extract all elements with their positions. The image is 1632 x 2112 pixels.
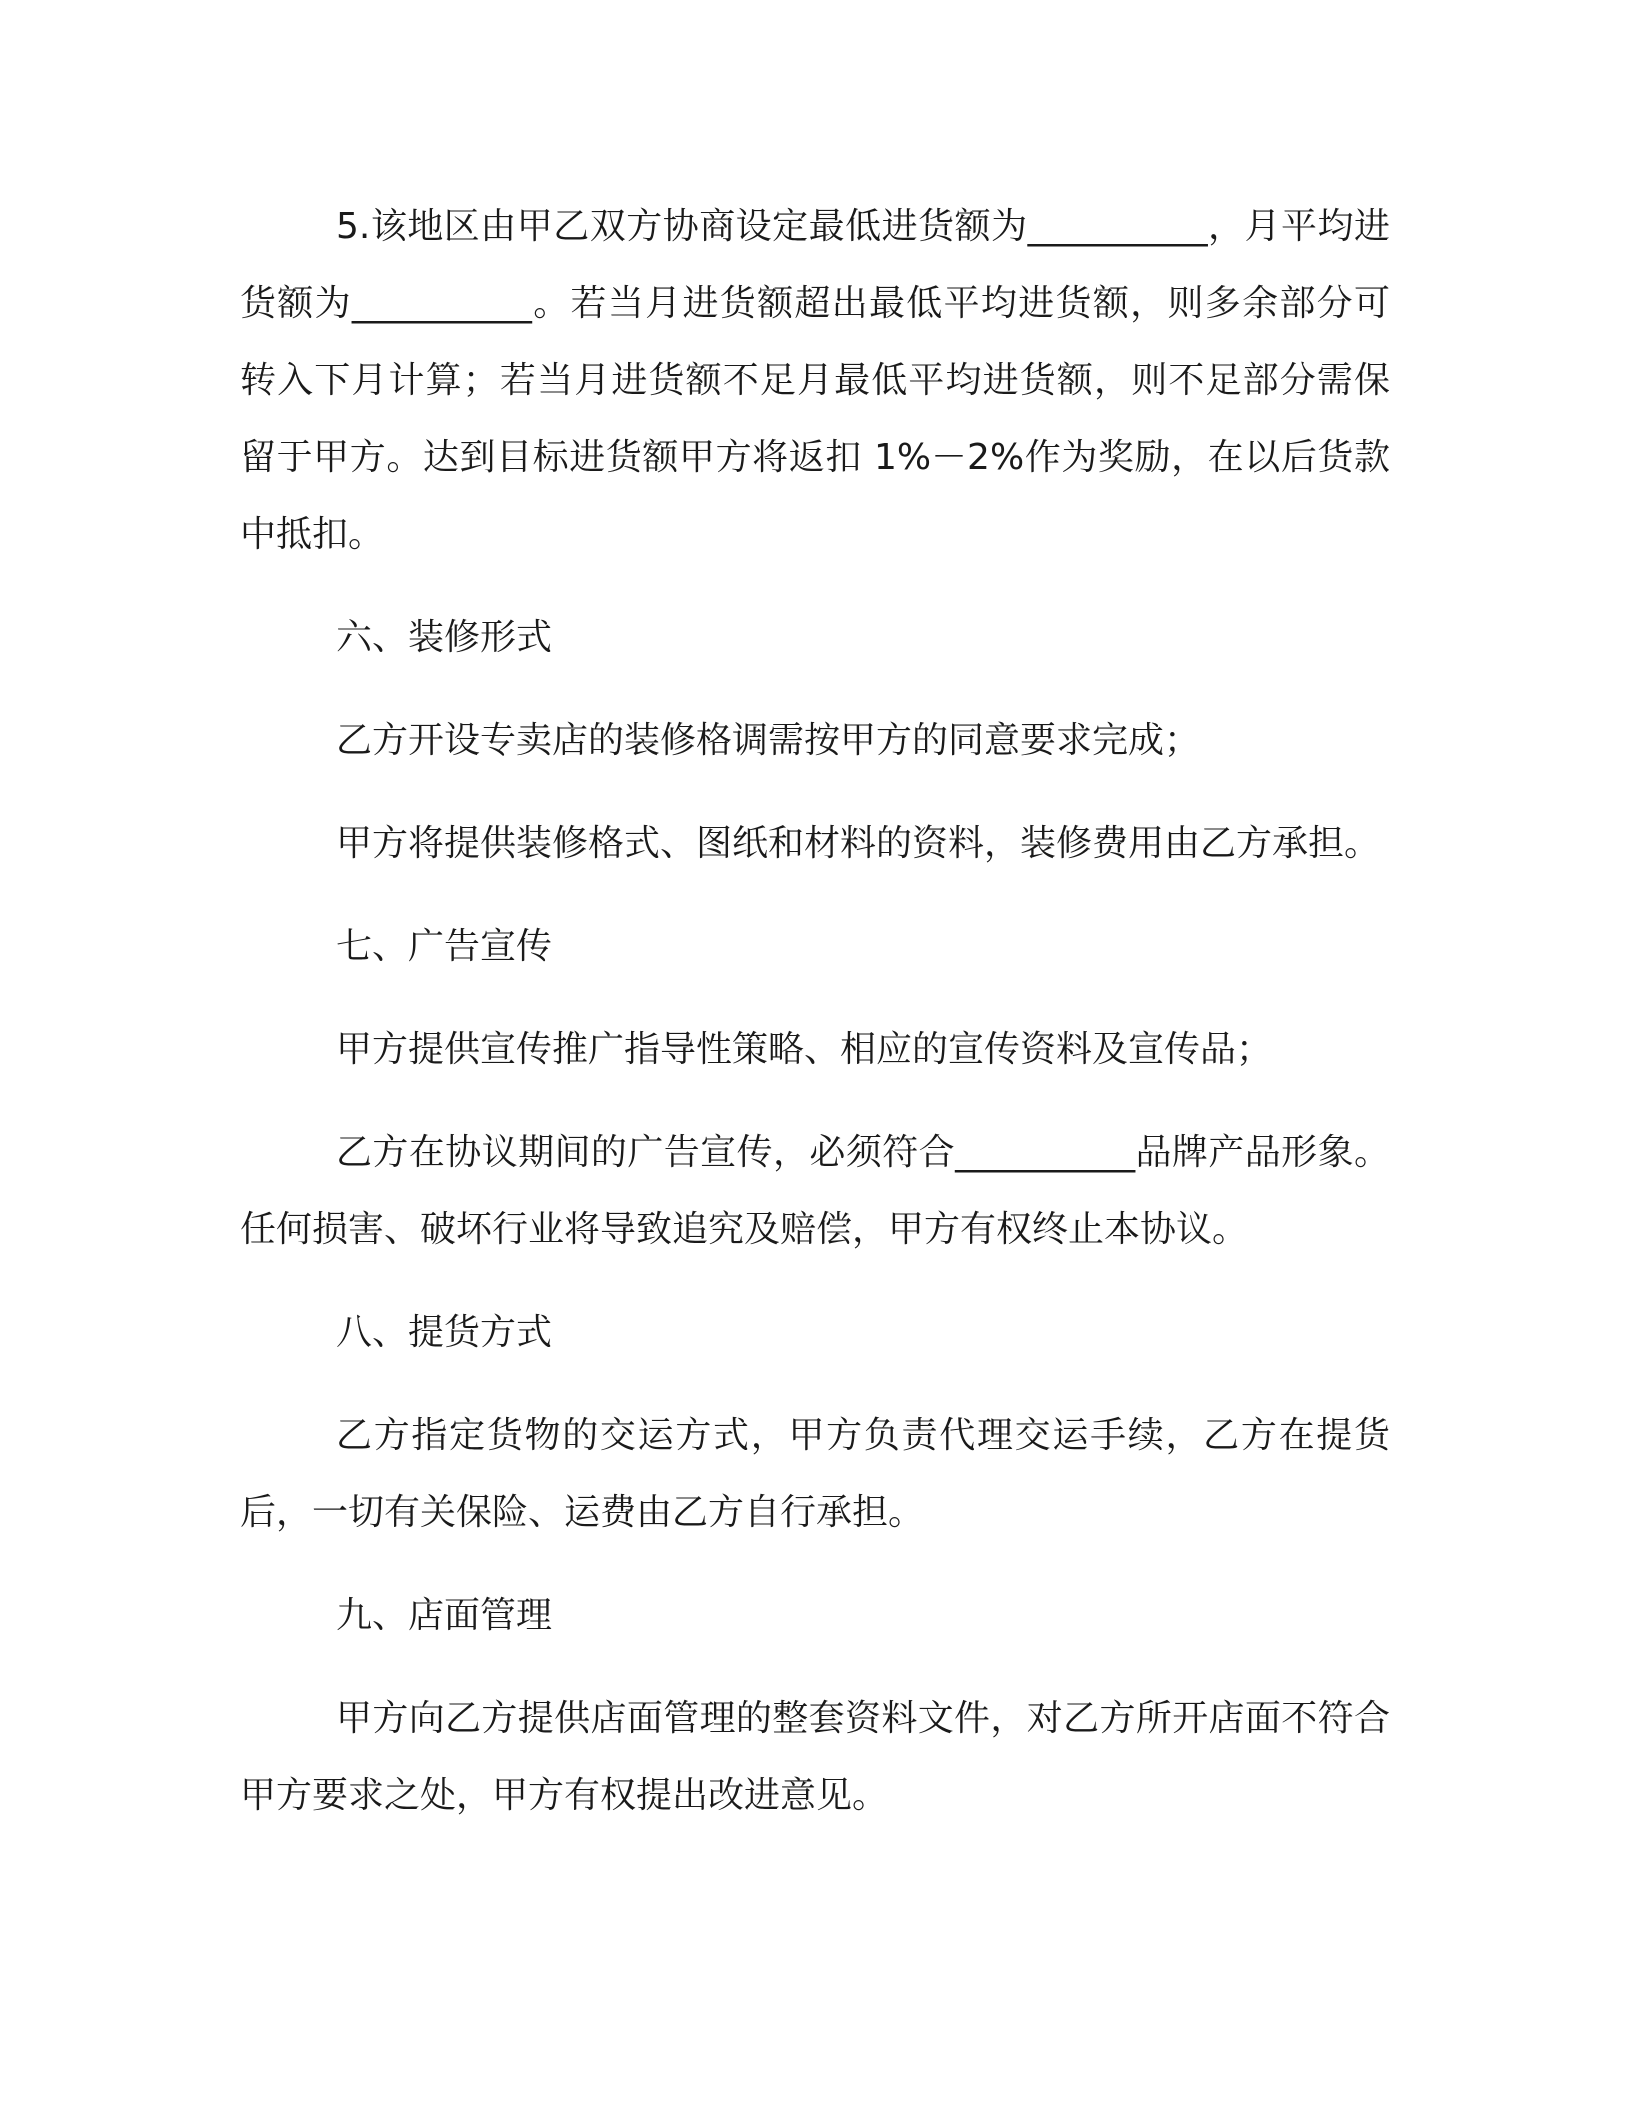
- decoration-paragraph-1: 乙方开设专卖店的装修格调需按甲方的同意要求完成；: [336, 720, 1201, 761]
- pickup-paragraph: 乙方指定货物的交运方式，甲方负责代理交运手续，乙方在提货后，一切有关保险、运费由乙方自行承担。: [240, 1415, 1390, 1533]
- document-body: [240, 188, 1390, 1834]
- store-management-paragraph: 甲方向乙方提供店面管理的整套资料文件，对乙方所开店面不符合甲方要求之处，甲方有权提出改进意见。: [240, 1698, 1390, 1816]
- spacer: [240, 1654, 1390, 1680]
- spacer: [240, 1371, 1390, 1397]
- spacer: [240, 1268, 1390, 1294]
- clause-5-purchase-quota: 5.该地区由甲乙双方协商设定最低进货额为__________，月平均进货额为__________。若当月进货额超出最低平均进货额，则多余部分可转入下月计算；若当月进货额不足月最低平均进货额，则不足部分需保留于甲方。达到目标进货额甲方将返扣 1%－2%作为奖励，在以后货款中抵扣。: [240, 206, 1390, 555]
- advertising-paragraph-1: 甲方提供宣传推广指导性策略、相应的宣传资料及宣传品；: [336, 1029, 1273, 1070]
- spacer: [240, 1551, 1390, 1577]
- section-heading-decoration: 六、装修形式: [336, 617, 553, 658]
- section-heading-advertising: 七、广告宣传: [336, 926, 553, 967]
- spacer: [240, 676, 1390, 702]
- advertising-paragraph-2: 乙方在协议期间的广告宣传，必须符合__________品牌产品形象。任何损害、破坏行业将导致追究及赔偿，甲方有权终止本协议。: [240, 1132, 1390, 1250]
- spacer: [240, 573, 1390, 599]
- spacer: [240, 985, 1390, 1011]
- spacer: [240, 779, 1390, 805]
- decoration-paragraph-2: 甲方将提供装修格式、图纸和材料的资料，装修费用由乙方承担。: [336, 823, 1381, 864]
- spacer: [240, 882, 1390, 908]
- section-heading-pickup: 八、提货方式: [336, 1312, 553, 1353]
- section-heading-store-management: 九、店面管理: [336, 1595, 553, 1636]
- spacer: [240, 1088, 1390, 1114]
